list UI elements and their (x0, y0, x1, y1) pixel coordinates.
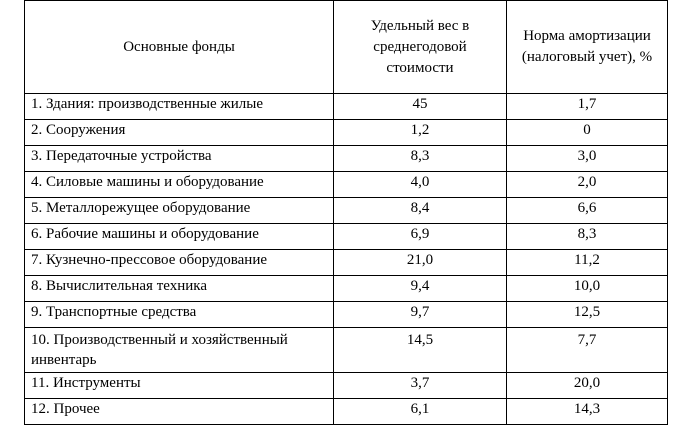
asset-rate: 10,0 (507, 276, 668, 302)
asset-rate: 12,5 (507, 302, 668, 328)
table-row (25, 94, 668, 120)
asset-name: 7. Кузнечно-прессовое оборудование (25, 250, 334, 276)
table-row (25, 399, 668, 425)
asset-name: 6. Рабочие машины и оборудование (25, 224, 334, 250)
asset-share: 14,5 (334, 328, 507, 373)
asset-rate: 7,7 (507, 328, 668, 373)
asset-name: 1. Здания: производственные жилые (25, 94, 334, 120)
asset-rate: 8,3 (507, 224, 668, 250)
asset-rate: 11,2 (507, 250, 668, 276)
table-header-row (25, 1, 668, 94)
asset-name: 12. Прочее (25, 399, 334, 425)
asset-rate: 20,0 (507, 373, 668, 399)
table-row (25, 373, 668, 399)
asset-share: 9,4 (334, 276, 507, 302)
table-row (25, 198, 668, 224)
table-row (25, 250, 668, 276)
asset-name: 8. Вычислительная техника (25, 276, 334, 302)
asset-share: 8,4 (334, 198, 507, 224)
asset-share: 21,0 (334, 250, 507, 276)
asset-share: 3,7 (334, 373, 507, 399)
table-row (25, 146, 668, 172)
table-row (25, 224, 668, 250)
asset-name: 5. Металлорежущее оборудование (25, 198, 334, 224)
asset-name: 2. Сооружения (25, 120, 334, 146)
asset-name: 11. Инструменты (25, 373, 334, 399)
asset-name: 10. Производственный и хозяйственный инвентарь (25, 328, 334, 373)
table-row (25, 172, 668, 198)
header-fixed-assets: Основные фонды (25, 1, 334, 94)
asset-share: 45 (334, 94, 507, 120)
asset-rate: 14,3 (507, 399, 668, 425)
asset-share: 1,2 (334, 120, 507, 146)
asset-rate: 3,0 (507, 146, 668, 172)
table-row (25, 276, 668, 302)
asset-name: 3. Передаточные устройства (25, 146, 334, 172)
fixed-assets-table (24, 0, 668, 425)
asset-name: 9. Транспортные средства (25, 302, 334, 328)
asset-rate: 6,6 (507, 198, 668, 224)
asset-name: 4. Силовые машины и оборудование (25, 172, 334, 198)
asset-share: 8,3 (334, 146, 507, 172)
asset-rate: 1,7 (507, 94, 668, 120)
asset-share: 6,1 (334, 399, 507, 425)
table-row (25, 120, 668, 146)
asset-share: 9,7 (334, 302, 507, 328)
table-row (25, 328, 668, 373)
asset-share: 6,9 (334, 224, 507, 250)
header-share: Удельный вес в среднегодовой стоимости (334, 1, 507, 94)
asset-rate: 2,0 (507, 172, 668, 198)
asset-rate: 0 (507, 120, 668, 146)
header-depreciation-rate: Норма амортизации (налоговый учет), % (507, 1, 668, 94)
table-row (25, 302, 668, 328)
asset-share: 4,0 (334, 172, 507, 198)
